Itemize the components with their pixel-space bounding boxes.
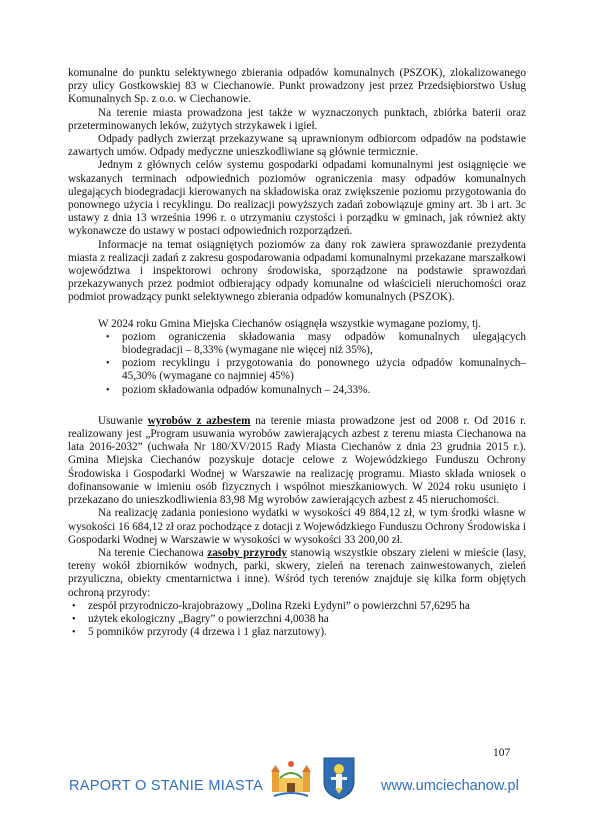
protected-nature-list — [68, 600, 526, 640]
asbestos-highlight: wyrobów z azbestem — [147, 414, 251, 427]
list-item: • użytek ekologiczny „Bagry” o powierzchni 4,0038 ha — [72, 612, 329, 625]
bullet-icon: • — [72, 613, 76, 625]
bullet-icon: • — [106, 384, 110, 396]
bullet-icon: • — [72, 627, 76, 639]
achieved-levels-list — [68, 331, 526, 397]
footer-website-link[interactable]: www.umciechanow.pl — [381, 778, 519, 794]
list-item: • zespół przyrodniczo-krajobrazowy „Dolina Rzeki Łydyni” o powierzchni 57,6295 ha — [72, 599, 470, 612]
city-logo-icon — [268, 756, 314, 800]
asbestos-costs-paragraph: Na realizację zadania poniesiono wydatki w wysokości 49 884,12 zł, w tym środki własne w wysokości 16 684,12 zł oraz pochodzące z dotacji z Wojewódzkiego Funduszu Ochrony Środowiska i Gospodarki Wodnej w Warszawie w wysokości w wysokości 33 200,00 zł. — [68, 507, 526, 546]
bullet-icon: • — [106, 331, 110, 343]
collection-points-paragraph: Na terenie miasta prowadzona jest także w wyznaczonych punktach, zbiórka baterii oraz przeterminowanych leków, zużytych strzykawek i igieł. — [68, 106, 526, 132]
footer-report-title: RAPORT O STANIE MIASTA — [69, 778, 264, 794]
list-item: • poziom ograniczenia składowania masy odpadów komunalnych ulegających biodegradacji – 8,33% (wymagane nie więcej niż 35%), — [106, 330, 526, 357]
coat-of-arms-icon — [322, 756, 356, 800]
pszok-paragraph: komunalne do punktu selektywnego zbierania odpadów komunalnych (PSZOK), zlokalizowanego przy ulicy Gostkowskiej 83 w Ciechanowie. Punkt prowadzony jest przez Przedsiębiorstwo Usług Komunalnych Sp. z o.o. w Ciechanowie. — [68, 67, 526, 106]
levels-intro-paragraph: W 2024 roku Gmina Miejska Ciechanów osiągnęła wszystkie wymagane poziomy, tj. — [98, 317, 482, 330]
list-item: • poziom składowania odpadów komunalnych – 24,33%. — [106, 383, 371, 396]
waste-system-goals-paragraph: Jednym z głównych celów systemu gospodarki odpadami komunalnymi jest osiągnięcie we wskazanych terminach odpowiednich poziomów ograniczenia masy odpadów komunalnych ulegających biodegradacji kierowanych na składowiska oraz zwiększenie poziomu przygotowania do ponownego użycia i recyklingu. Do realizacji powyższych zadań zobowiązuje gminy art. 3b i art. 3c ustawy z dnia 13 września 1996 r. o utrzymaniu czystości i porządku w gminach, jak również akty wykonawcze do ustawy w postaci odpowiednich rozporządzeń. — [68, 159, 526, 238]
asbestos-paragraph: Usuwanie wyrobów z azbestem na terenie miasta prowadzone jest od 2008 r. Od 2016 r. realizowany jest „Program usuwania wyrobów zawierających azbest z terenu miasta Ciechanowa na lata 2016-2032” (uchwała Nr 180/XV/2015 Rady Miasta Ciechanów z dnia 23 grudnia 2015 r.). Gmina Miejska Ciechanów pozyskuje dotacje celowe z Wojewódzkiego Funduszu Ochrony Środowiska i Gospodarki Wodnej w Warszawie na realizację programu. Miasto składa wniosek o dofinansowanie w imieniu osób fizycznych i wspólnot mieszkaniowych. W 2024 roku usunięto i przekazano do unieszkodliwienia 83,98 Mg wyrobów zawierających azbest z 45 nieruchomości. — [68, 414, 526, 507]
nature-resources-paragraph: Na terenie Ciechanowa zasoby przyrody stanowią wszystkie obszary zieleni w mieście (lasy, tereny wokół zbiorników wodnych, parki, skwery, zieleń na terenach zainwestowanych, zieleń przyuliczna, obiekty cmentarnictwa i inne). Wśród tych terenów znajduje się kilka form objętych ochroną przyrody: — [68, 546, 526, 599]
report-page-body — [68, 67, 526, 639]
list-item: • 5 pomników przyrody (4 drzewa i 1 głaz narzutowy). — [72, 626, 327, 639]
reporting-paragraph: Informacje na temat osiągniętych poziomów za dany rok zawiera sprawozdanie prezydenta miasta z realizacji zadań z zakresu gospodarowania odpadami komunalnymi przekazane marszałkowi województwa i inspektorowi ochrony środowiska, sporządzone na podstawie sprawozdań przekazywanych przez podmiot odbierający odpady komunalne od właścicieli nieruchomości oraz podmiot prowadzący punkt selektywnego zbierania odpadów komunalnych (PSZOK). — [68, 238, 526, 304]
bullet-icon: • — [106, 358, 110, 370]
list-item: • poziom recyklingu i przygotowania do ponownego użycia odpadów komunalnych– 45,30% (wymagane co najmniej 45%) — [106, 357, 526, 383]
animal-medical-waste-paragraph: Odpady padłych zwierząt przekazywane są uprawnionym odbiorcom odpadów na podstawie zawartych umów. Odpady medyczne unieszkodliwiane są głównie termicznie. — [68, 133, 526, 159]
bullet-icon: • — [72, 600, 76, 612]
page-number: 107 — [493, 747, 511, 759]
nature-highlight: zasoby przyrody — [207, 546, 287, 559]
